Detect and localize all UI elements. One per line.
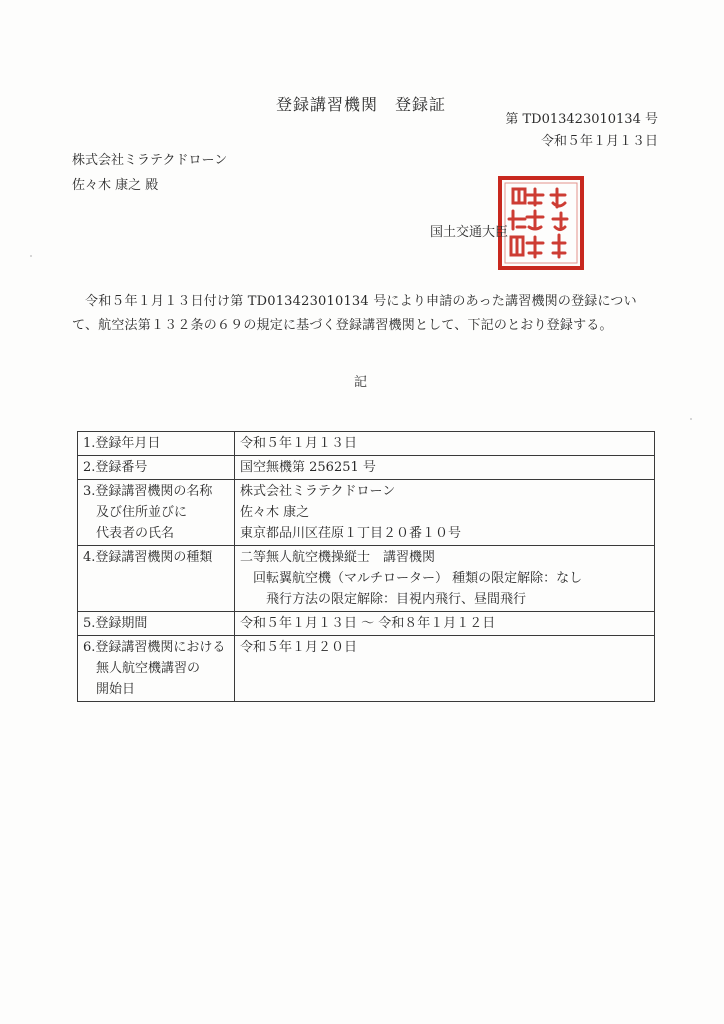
certificate-number: 第 TD013423010134 号 — [505, 112, 658, 127]
row-value: 令和５年１月１３日 — [235, 432, 655, 456]
table-row — [78, 480, 655, 546]
scan-speck — [690, 418, 692, 420]
issue-date: 令和５年１月１３日 — [540, 134, 658, 149]
row-value: 国空無機第 256251 号 — [235, 456, 655, 480]
row-value: 令和５年１月１３日 ～ 令和８年１月１２日 — [235, 612, 655, 636]
body-paragraph: 令和５年１月１３日付け第 TD013423010134 号により申請のあった講習機関の登録について、航空法第１３２条の６９の規定に基づく登録講習機関として、下記のとおり登録する。 — [72, 294, 637, 333]
table-row — [78, 546, 655, 612]
issuer-name: 国土交通大臣 — [430, 225, 509, 240]
document-title: 登録講習機関 登録証 — [276, 95, 447, 114]
row-label: 4.登録講習機関の種類 — [78, 546, 235, 612]
row-value: 令和５年１月２０日 — [235, 636, 655, 702]
row-label: 3.登録講習機関の名称 及び住所並びに 代表者の氏名 — [78, 480, 235, 546]
row-value: 株式会社ミラテクドローン 佐々木 康之 東京都品川区荏原１丁目２０番１０号 — [235, 480, 655, 546]
table-row — [78, 612, 655, 636]
row-label: 6.登録講習機関における 無人航空機講習の 開始日 — [78, 636, 235, 702]
row-label: 2.登録番号 — [78, 456, 235, 480]
row-label: 1.登録年月日 — [78, 432, 235, 456]
recipient-name: 佐々木 康之 殿 — [72, 178, 159, 193]
row-value: 二等無人航空機操縦士 講習機関 回転翼航空機（マルチローター） 種類の限定解除：なし 飛行方法の限定解除：目視内飛行、昼間飛行 — [235, 546, 655, 612]
table-row — [78, 636, 655, 702]
row-label: 5.登録期間 — [78, 612, 235, 636]
ki-heading: 記 — [354, 375, 368, 390]
table-row — [78, 456, 655, 480]
registration-table — [77, 431, 655, 702]
scan-speck — [30, 255, 32, 257]
table-row — [78, 432, 655, 456]
recipient-company: 株式会社ミラテクドローン — [72, 153, 228, 168]
official-seal-icon — [497, 175, 585, 271]
